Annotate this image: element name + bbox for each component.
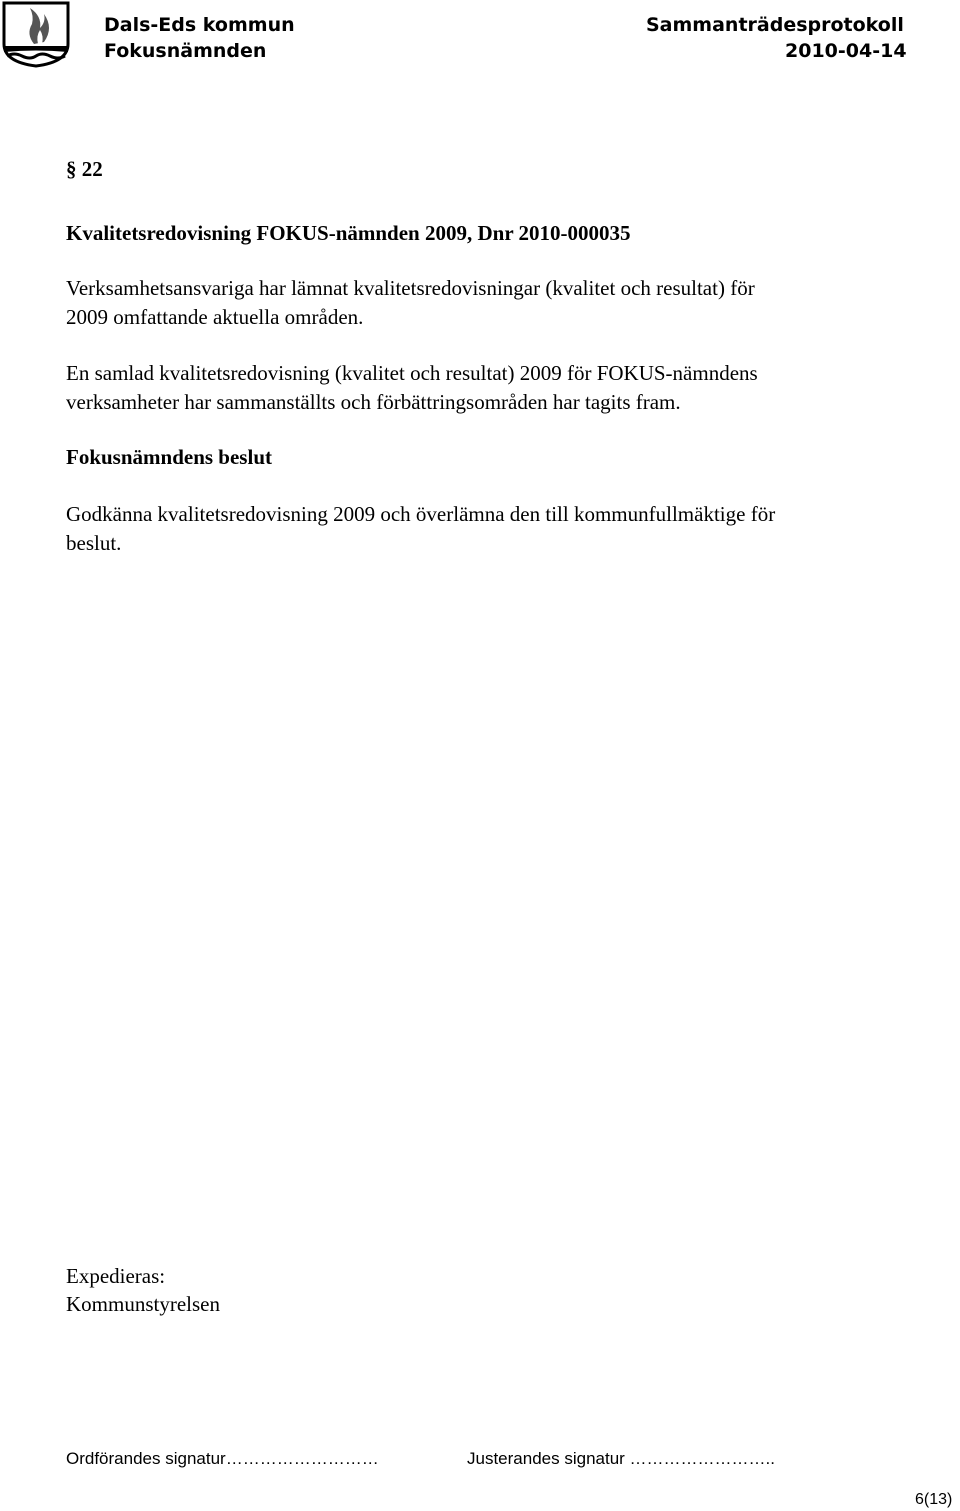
adjuster-signature: Justerandes signatur …………………….. [467,1449,775,1468]
decision-line-1: Godkänna kvalitetsredovisning 2009 och överlämna den till kommunfullmäktige för [66,502,776,526]
paragraph-1-line-1: Verksamhetsansvariga har lämnat kvalitetsredovisningar (kvalitet och resultat) för [66,276,755,300]
section-number: § 22 [66,157,103,181]
decision-line-2: beslut. [66,531,122,555]
org-name: Dals-Eds kommun [104,14,295,36]
meeting-date: 2010-04-14 [785,40,907,62]
page-number: 6(13) [915,1491,953,1508]
section-title: Kvalitetsredovisning FOKUS-nämnden 2009, Dnr 2010-000035 [66,221,631,245]
paragraph-2-line-2: verksamheter har sammanställts och förbättringsområden har tagits fram. [66,390,681,414]
municipal-coat-of-arms-icon [0,0,72,68]
expedieras-label: Expedieras: [66,1264,166,1288]
paragraph-1-line-2: 2009 omfattande aktuella områden. [66,305,364,329]
committee-name: Fokusnämnden [104,40,267,62]
chair-signature: Ordförandes signatur……………………… [66,1449,379,1468]
expedieras-recipient: Kommunstyrelsen [66,1292,220,1316]
paragraph-2-line-1: En samlad kvalitetsredovisning (kvalitet och resultat) 2009 för FOKUS-nämndens [66,361,758,385]
decision-heading: Fokusnämndens beslut [66,445,272,469]
document-type: Sammanträdesprotokoll [646,14,904,36]
